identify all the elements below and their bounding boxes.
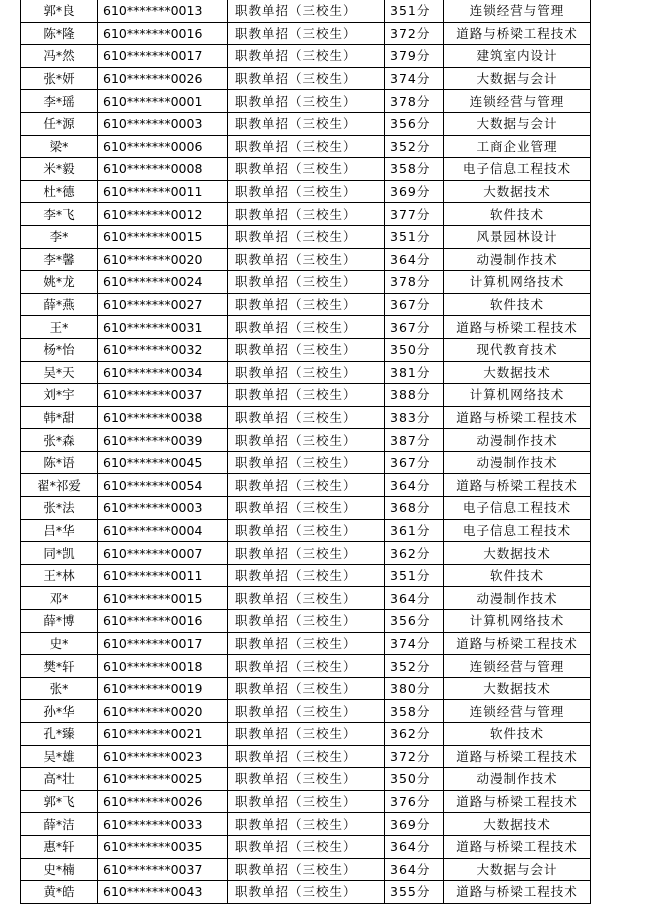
table-row xyxy=(21,406,591,429)
admission-type-cell: 职教单招（三校生） xyxy=(228,225,385,248)
student-name-cell: 同*凯 xyxy=(21,542,98,565)
score-cell: 367分 xyxy=(385,451,444,474)
major-cell: 大数据与会计 xyxy=(444,67,591,90)
score-cell: 364分 xyxy=(385,474,444,497)
table-row xyxy=(21,90,591,113)
major-cell: 工商企业管理 xyxy=(444,135,591,158)
admission-type-cell: 职教单招（三校生） xyxy=(228,67,385,90)
score-cell: 369分 xyxy=(385,813,444,836)
student-name-cell: 李* xyxy=(21,225,98,248)
student-name-cell: 薛*博 xyxy=(21,610,98,633)
major-cell: 动漫制作技术 xyxy=(444,451,591,474)
score-cell: 376分 xyxy=(385,790,444,813)
id-number-cell: 610*******0007 xyxy=(98,542,228,565)
admission-type-cell: 职教单招（三校生） xyxy=(228,790,385,813)
major-cell: 大数据技术 xyxy=(444,677,591,700)
score-cell: 368分 xyxy=(385,497,444,520)
table-row xyxy=(21,497,591,520)
student-name-cell: 翟*祁爱 xyxy=(21,474,98,497)
id-number-cell: 610*******0016 xyxy=(98,22,228,45)
id-number-cell: 610*******0031 xyxy=(98,316,228,339)
admission-type-cell: 职教单招（三校生） xyxy=(228,293,385,316)
student-name-cell: 邓* xyxy=(21,587,98,610)
table-row xyxy=(21,361,591,384)
student-name-cell: 薛*洁 xyxy=(21,813,98,836)
score-cell: 379分 xyxy=(385,45,444,68)
admission-list-table xyxy=(20,0,591,904)
major-cell: 大数据技术 xyxy=(444,180,591,203)
major-cell: 软件技术 xyxy=(444,203,591,226)
score-cell: 377分 xyxy=(385,203,444,226)
admission-type-cell: 职教单招（三校生） xyxy=(228,406,385,429)
student-name-cell: 郭*良 xyxy=(21,0,98,22)
student-name-cell: 陈*隆 xyxy=(21,22,98,45)
major-cell: 风景园林设计 xyxy=(444,225,591,248)
major-cell: 大数据技术 xyxy=(444,813,591,836)
major-cell: 连锁经营与管理 xyxy=(444,90,591,113)
student-name-cell: 惠*轩 xyxy=(21,835,98,858)
admission-type-cell: 职教单招（三校生） xyxy=(228,474,385,497)
admission-type-cell: 职教单招（三校生） xyxy=(228,45,385,68)
table-row xyxy=(21,316,591,339)
student-name-cell: 冯*然 xyxy=(21,45,98,68)
admission-type-cell: 职教单招（三校生） xyxy=(228,361,385,384)
table-row xyxy=(21,67,591,90)
major-cell: 道路与桥梁工程技术 xyxy=(444,632,591,655)
student-name-cell: 高*壮 xyxy=(21,768,98,791)
table-row xyxy=(21,542,591,565)
score-cell: 351分 xyxy=(385,564,444,587)
id-number-cell: 610*******0008 xyxy=(98,158,228,181)
score-cell: 367分 xyxy=(385,316,444,339)
admission-type-cell: 职教单招（三校生） xyxy=(228,881,385,904)
table-row xyxy=(21,225,591,248)
score-cell: 378分 xyxy=(385,90,444,113)
id-number-cell: 610*******0027 xyxy=(98,293,228,316)
admission-type-cell: 职教单招（三校生） xyxy=(228,610,385,633)
admission-type-cell: 职教单招（三校生） xyxy=(228,700,385,723)
table-row xyxy=(21,112,591,135)
id-number-cell: 610*******0021 xyxy=(98,723,228,746)
major-cell: 动漫制作技术 xyxy=(444,768,591,791)
table-row xyxy=(21,610,591,633)
student-name-cell: 吕*华 xyxy=(21,519,98,542)
id-number-cell: 610*******0038 xyxy=(98,406,228,429)
table-row xyxy=(21,655,591,678)
major-cell: 现代教育技术 xyxy=(444,338,591,361)
admission-type-cell: 职教单招（三校生） xyxy=(228,451,385,474)
major-cell: 软件技术 xyxy=(444,293,591,316)
student-name-cell: 史*楠 xyxy=(21,858,98,881)
score-cell: 364分 xyxy=(385,835,444,858)
id-number-cell: 610*******0011 xyxy=(98,564,228,587)
table-row xyxy=(21,723,591,746)
student-name-cell: 杜*德 xyxy=(21,180,98,203)
table-row xyxy=(21,587,591,610)
table-row xyxy=(21,858,591,881)
table-body xyxy=(21,0,591,903)
major-cell: 动漫制作技术 xyxy=(444,429,591,452)
table-row xyxy=(21,429,591,452)
score-cell: 358分 xyxy=(385,158,444,181)
student-name-cell: 韩*甜 xyxy=(21,406,98,429)
major-cell: 道路与桥梁工程技术 xyxy=(444,790,591,813)
table-row xyxy=(21,45,591,68)
table-row xyxy=(21,564,591,587)
score-cell: 362分 xyxy=(385,723,444,746)
student-name-cell: 刘*宇 xyxy=(21,384,98,407)
id-number-cell: 610*******0016 xyxy=(98,610,228,633)
major-cell: 建筑室内设计 xyxy=(444,45,591,68)
student-name-cell: 王* xyxy=(21,316,98,339)
major-cell: 连锁经营与管理 xyxy=(444,655,591,678)
major-cell: 大数据与会计 xyxy=(444,112,591,135)
major-cell: 软件技术 xyxy=(444,564,591,587)
admission-type-cell: 职教单招（三校生） xyxy=(228,338,385,361)
admission-type-cell: 职教单招（三校生） xyxy=(228,158,385,181)
id-number-cell: 610*******0003 xyxy=(98,497,228,520)
admission-type-cell: 职教单招（三校生） xyxy=(228,135,385,158)
table-row xyxy=(21,135,591,158)
id-number-cell: 610*******0033 xyxy=(98,813,228,836)
table-row xyxy=(21,0,591,22)
score-cell: 374分 xyxy=(385,67,444,90)
major-cell: 电子信息工程技术 xyxy=(444,158,591,181)
score-cell: 351分 xyxy=(385,225,444,248)
admission-type-cell: 职教单招（三校生） xyxy=(228,745,385,768)
student-name-cell: 张*森 xyxy=(21,429,98,452)
major-cell: 软件技术 xyxy=(444,723,591,746)
table-row xyxy=(21,158,591,181)
score-cell: 372分 xyxy=(385,22,444,45)
major-cell: 计算机网络技术 xyxy=(444,610,591,633)
id-number-cell: 610*******0020 xyxy=(98,700,228,723)
admission-type-cell: 职教单招（三校生） xyxy=(228,564,385,587)
major-cell: 动漫制作技术 xyxy=(444,248,591,271)
student-name-cell: 樊*轩 xyxy=(21,655,98,678)
student-name-cell: 郭*飞 xyxy=(21,790,98,813)
id-number-cell: 610*******0015 xyxy=(98,225,228,248)
major-cell: 大数据技术 xyxy=(444,542,591,565)
id-number-cell: 610*******0017 xyxy=(98,45,228,68)
major-cell: 道路与桥梁工程技术 xyxy=(444,406,591,429)
id-number-cell: 610*******0012 xyxy=(98,203,228,226)
major-cell: 道路与桥梁工程技术 xyxy=(444,22,591,45)
table-row xyxy=(21,180,591,203)
major-cell: 大数据与会计 xyxy=(444,858,591,881)
table-row xyxy=(21,203,591,226)
table-row xyxy=(21,632,591,655)
admission-type-cell: 职教单招（三校生） xyxy=(228,587,385,610)
major-cell: 计算机网络技术 xyxy=(444,271,591,294)
major-cell: 道路与桥梁工程技术 xyxy=(444,835,591,858)
student-name-cell: 杨*怡 xyxy=(21,338,98,361)
student-name-cell: 吴*天 xyxy=(21,361,98,384)
score-cell: 369分 xyxy=(385,180,444,203)
id-number-cell: 610*******0039 xyxy=(98,429,228,452)
table-row xyxy=(21,248,591,271)
major-cell: 大数据技术 xyxy=(444,361,591,384)
table-row xyxy=(21,881,591,904)
student-name-cell: 吴*雄 xyxy=(21,745,98,768)
major-cell: 动漫制作技术 xyxy=(444,587,591,610)
student-name-cell: 李*馨 xyxy=(21,248,98,271)
id-number-cell: 610*******0017 xyxy=(98,632,228,655)
admission-type-cell: 职教单招（三校生） xyxy=(228,429,385,452)
admission-type-cell: 职教单招（三校生） xyxy=(228,180,385,203)
id-number-cell: 610*******0025 xyxy=(98,768,228,791)
table-row xyxy=(21,384,591,407)
score-cell: 355分 xyxy=(385,881,444,904)
score-cell: 352分 xyxy=(385,135,444,158)
student-name-cell: 薛*燕 xyxy=(21,293,98,316)
id-number-cell: 610*******0019 xyxy=(98,677,228,700)
admission-type-cell: 职教单招（三校生） xyxy=(228,112,385,135)
id-number-cell: 610*******0045 xyxy=(98,451,228,474)
table-row xyxy=(21,519,591,542)
admission-type-cell: 职教单招（三校生） xyxy=(228,22,385,45)
table-row xyxy=(21,790,591,813)
student-name-cell: 米*毅 xyxy=(21,158,98,181)
admission-type-cell: 职教单招（三校生） xyxy=(228,384,385,407)
student-name-cell: 张*妍 xyxy=(21,67,98,90)
table-row xyxy=(21,451,591,474)
admission-type-cell: 职教单招（三校生） xyxy=(228,677,385,700)
score-cell: 361分 xyxy=(385,519,444,542)
table-row xyxy=(21,768,591,791)
table-row xyxy=(21,22,591,45)
score-cell: 372分 xyxy=(385,745,444,768)
admission-type-cell: 职教单招（三校生） xyxy=(228,723,385,746)
id-number-cell: 610*******0020 xyxy=(98,248,228,271)
major-cell: 道路与桥梁工程技术 xyxy=(444,745,591,768)
id-number-cell: 610*******0026 xyxy=(98,67,228,90)
id-number-cell: 610*******0037 xyxy=(98,858,228,881)
student-name-cell: 黄*皓 xyxy=(21,881,98,904)
id-number-cell: 610*******0034 xyxy=(98,361,228,384)
student-name-cell: 张* xyxy=(21,677,98,700)
admission-type-cell: 职教单招（三校生） xyxy=(228,632,385,655)
major-cell: 连锁经营与管理 xyxy=(444,0,591,22)
score-cell: 364分 xyxy=(385,248,444,271)
score-cell: 381分 xyxy=(385,361,444,384)
table-row xyxy=(21,813,591,836)
table-row xyxy=(21,835,591,858)
id-number-cell: 610*******0032 xyxy=(98,338,228,361)
admission-type-cell: 职教单招（三校生） xyxy=(228,813,385,836)
student-name-cell: 李*飞 xyxy=(21,203,98,226)
admission-type-cell: 职教单招（三校生） xyxy=(228,858,385,881)
id-number-cell: 610*******0006 xyxy=(98,135,228,158)
score-cell: 388分 xyxy=(385,384,444,407)
score-cell: 356分 xyxy=(385,610,444,633)
major-cell: 道路与桥梁工程技术 xyxy=(444,316,591,339)
score-cell: 350分 xyxy=(385,338,444,361)
score-cell: 358分 xyxy=(385,700,444,723)
score-cell: 350分 xyxy=(385,768,444,791)
score-cell: 367分 xyxy=(385,293,444,316)
table-row xyxy=(21,700,591,723)
student-name-cell: 孔*臻 xyxy=(21,723,98,746)
admission-type-cell: 职教单招（三校生） xyxy=(228,248,385,271)
id-number-cell: 610*******0011 xyxy=(98,180,228,203)
id-number-cell: 610*******0024 xyxy=(98,271,228,294)
score-cell: 364分 xyxy=(385,858,444,881)
admission-type-cell: 职教单招（三校生） xyxy=(228,203,385,226)
id-number-cell: 610*******0015 xyxy=(98,587,228,610)
score-cell: 378分 xyxy=(385,271,444,294)
score-cell: 380分 xyxy=(385,677,444,700)
student-name-cell: 史* xyxy=(21,632,98,655)
table-row xyxy=(21,293,591,316)
table-row xyxy=(21,338,591,361)
id-number-cell: 610*******0018 xyxy=(98,655,228,678)
admission-type-cell: 职教单招（三校生） xyxy=(228,316,385,339)
admission-type-cell: 职教单招（三校生） xyxy=(228,542,385,565)
table-row xyxy=(21,745,591,768)
id-number-cell: 610*******0035 xyxy=(98,835,228,858)
admission-type-cell: 职教单招（三校生） xyxy=(228,90,385,113)
major-cell: 电子信息工程技术 xyxy=(444,497,591,520)
id-number-cell: 610*******0043 xyxy=(98,881,228,904)
student-name-cell: 梁* xyxy=(21,135,98,158)
major-cell: 电子信息工程技术 xyxy=(444,519,591,542)
score-cell: 383分 xyxy=(385,406,444,429)
table-row xyxy=(21,677,591,700)
score-cell: 356分 xyxy=(385,112,444,135)
student-name-cell: 姚*龙 xyxy=(21,271,98,294)
admission-type-cell: 职教单招（三校生） xyxy=(228,835,385,858)
id-number-cell: 610*******0004 xyxy=(98,519,228,542)
id-number-cell: 610*******0023 xyxy=(98,745,228,768)
score-cell: 364分 xyxy=(385,587,444,610)
score-cell: 351分 xyxy=(385,0,444,22)
id-number-cell: 610*******0001 xyxy=(98,90,228,113)
major-cell: 道路与桥梁工程技术 xyxy=(444,474,591,497)
admission-type-cell: 职教单招（三校生） xyxy=(228,768,385,791)
student-name-cell: 任*源 xyxy=(21,112,98,135)
admission-type-cell: 职教单招（三校生） xyxy=(228,655,385,678)
student-name-cell: 李*瑶 xyxy=(21,90,98,113)
admission-type-cell: 职教单招（三校生） xyxy=(228,497,385,520)
student-name-cell: 孙*华 xyxy=(21,700,98,723)
id-number-cell: 610*******0054 xyxy=(98,474,228,497)
admission-type-cell: 职教单招（三校生） xyxy=(228,0,385,22)
id-number-cell: 610*******0003 xyxy=(98,112,228,135)
admission-type-cell: 职教单招（三校生） xyxy=(228,519,385,542)
score-cell: 387分 xyxy=(385,429,444,452)
id-number-cell: 610*******0013 xyxy=(98,0,228,22)
major-cell: 连锁经营与管理 xyxy=(444,700,591,723)
student-name-cell: 陈*语 xyxy=(21,451,98,474)
score-cell: 362分 xyxy=(385,542,444,565)
score-cell: 374分 xyxy=(385,632,444,655)
admission-type-cell: 职教单招（三校生） xyxy=(228,271,385,294)
id-number-cell: 610*******0037 xyxy=(98,384,228,407)
id-number-cell: 610*******0026 xyxy=(98,790,228,813)
major-cell: 计算机网络技术 xyxy=(444,384,591,407)
major-cell: 道路与桥梁工程技术 xyxy=(444,881,591,904)
table-row xyxy=(21,474,591,497)
student-name-cell: 王*林 xyxy=(21,564,98,587)
student-name-cell: 张*法 xyxy=(21,497,98,520)
score-cell: 352分 xyxy=(385,655,444,678)
table-row xyxy=(21,271,591,294)
